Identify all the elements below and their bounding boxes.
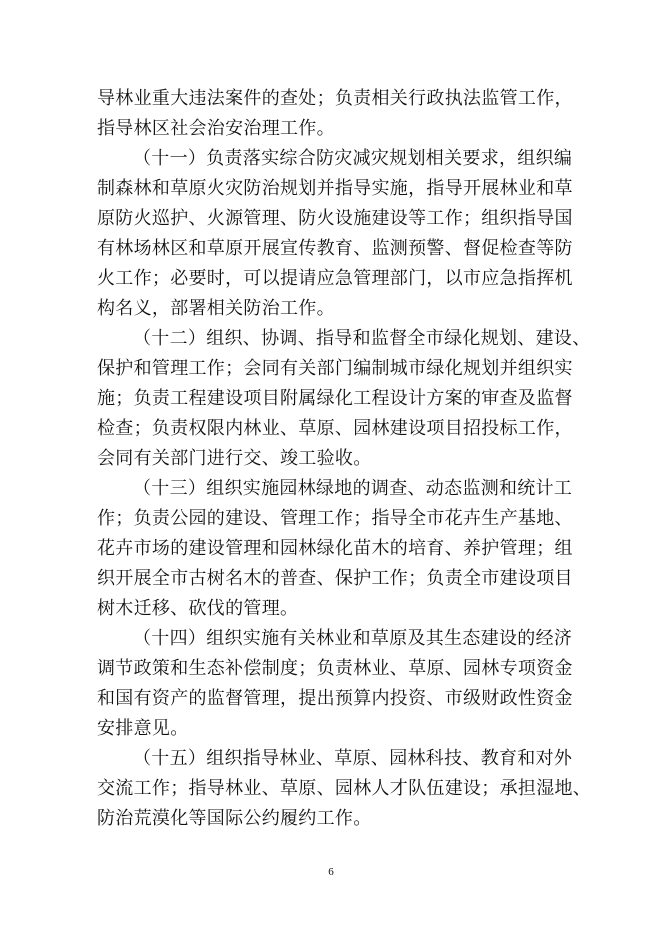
text-line: （十三）组织实施园林绿地的调查、动态监测和统计工: [133, 478, 573, 499]
text-line: （十五）组织指导林业、草原、园林科技、教育和对外: [133, 748, 573, 769]
text-line: 会同有关部门进行交、竣工验收。: [97, 448, 372, 469]
text-line: 交流工作；指导林业、草原、园林人才队伍建设；承担湿地、: [97, 778, 592, 799]
text-line: 施；负责工程建设项目附属绿化工程设计方案的审查及监督: [97, 388, 573, 409]
page-number: 6: [328, 866, 334, 878]
paragraph: [97, 744, 592, 834]
paragraph: [97, 624, 573, 744]
text-line: 花卉市场的建设管理和园林绿化苗木的培育、养护管理；组: [97, 538, 573, 559]
text-line: 有林场林区和草原开展宣传教育、监测预警、督促检查等防: [97, 238, 573, 259]
text-line: 指导林区社会治安治理工作。: [97, 118, 335, 139]
text-line: （十二）组织、协调、指导和监督全市绿化规划、建设、: [133, 328, 591, 349]
text-line: 和国有资产的监督管理，提出预算内投资、市级财政性资金: [97, 688, 573, 709]
text-line: 安排意见。: [97, 718, 189, 739]
text-line: （十一）负责落实综合防灾减灾规划相关要求，组织编: [133, 148, 573, 169]
paragraph: [97, 324, 591, 474]
paragraph: [97, 144, 573, 324]
text-line: 防治荒漠化等国际公约履约工作。: [97, 808, 372, 829]
text-line: 构名义，部署相关防治工作。: [97, 298, 335, 319]
text-line: 原防火巡护、火源管理、防火设施建设等工作；组织指导国: [97, 208, 573, 229]
paragraph: [97, 84, 573, 144]
text-line: 制森林和草原火灾防治规划并指导实施，指导开展林业和草: [97, 178, 573, 199]
text-line: 火工作；必要时，可以提请应急管理部门，以市应急指挥机: [97, 268, 573, 289]
text-line: 导林业重大违法案件的查处；负责相关行政执法监管工作，: [97, 88, 573, 109]
text-line: 调节政策和生态补偿制度；负责林业、草原、园林专项资金: [97, 658, 573, 679]
body-text: [97, 84, 592, 834]
paragraph: [97, 474, 573, 624]
text-line: 保护和管理工作；会同有关部门编制城市绿化规划并组织实: [97, 358, 573, 379]
text-line: 树木迁移、砍伐的管理。: [97, 598, 299, 619]
text-line: 检查；负责权限内林业、草原、园林建设项目招投标工作，: [97, 418, 573, 439]
text-line: 织开展全市古树名木的普查、保护工作；负责全市建设项目: [97, 568, 573, 589]
text-line: 作；负责公园的建设、管理工作；指导全市花卉生产基地、: [97, 508, 573, 529]
text-line: （十四）组织实施有关林业和草原及其生态建设的经济: [133, 628, 573, 649]
